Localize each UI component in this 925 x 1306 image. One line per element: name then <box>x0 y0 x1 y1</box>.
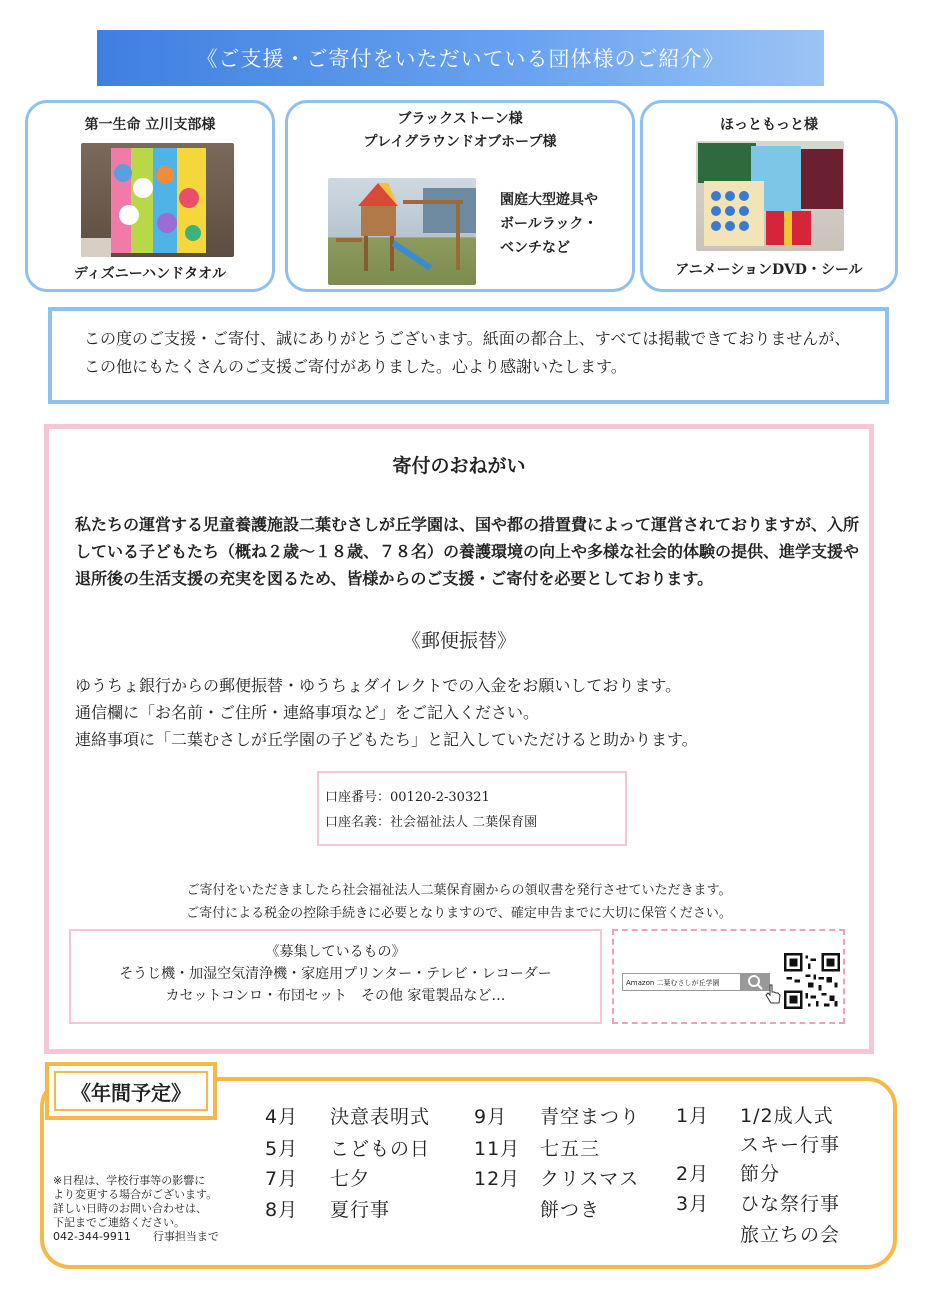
account-name: 口座名義：社会福祉法人 二葉保育園 <box>325 815 538 830</box>
playground-illustration <box>328 178 476 285</box>
schedule-title: 《年間予定》 <box>54 1071 208 1111</box>
event-month: 7月 <box>265 1168 299 1190</box>
event-name: 青空まつり <box>540 1106 641 1128</box>
account-number: 口座番号：00120-2-30321 <box>325 790 490 805</box>
schedule-title-tab <box>45 1062 217 1120</box>
amazon-search-text: Amazon 二葉むさしが丘学園 <box>626 979 720 987</box>
postal-line: ゆうちょ銀行からの郵便振替・ゆうちょダイレクトでの入金をお願いしております。 <box>75 676 682 695</box>
page-title: 《ご支援・ご寄付をいただいている団体様のご紹介》 <box>196 47 725 71</box>
thanks-box <box>48 307 889 404</box>
event-name: スキー行事 <box>740 1134 841 1156</box>
event-name: クリスマス <box>540 1168 640 1190</box>
thanks-text: この度のご支援・ご寄付、誠にありがとうございます。紙面の都合上、すべては掲載できておりませんが、この他にもたくさんのご支援ご寄付がありました。心より感謝いたします。 <box>84 329 851 376</box>
qr-code-icon <box>784 953 840 1009</box>
note-line: 詳しい日時のお問い合わせは、 <box>53 1202 207 1215</box>
event-month: 3月 <box>676 1193 710 1215</box>
towel-illustration <box>81 143 234 257</box>
donor-card-blackstone <box>285 100 635 292</box>
request-body: 私たちの運営する児童養護施設二葉むさしが丘学園は、国や都の措置費によって運営されておりますが、入所している子どもたち（概ね２歳～１８歳、７８名）の養護環境の向上や多様な社会的体験の提供、進学支援や退所後の生活支援の充実を図るため、皆様からのご支援・ご寄付を必要としております。 <box>75 515 860 588</box>
amazon-wishlist-box <box>612 929 845 1024</box>
donor-name-line1: ブラックストーン様 <box>397 111 523 127</box>
donor-item: アニメーションDVD・シール <box>675 262 863 278</box>
donor-item-block <box>500 188 620 260</box>
donor-card-hottomotto <box>640 100 898 292</box>
event-month: 1月 <box>676 1105 710 1127</box>
event-name: 決意表明式 <box>330 1106 431 1128</box>
event-month: 9月 <box>474 1106 508 1128</box>
event-name: 餅つき <box>540 1199 601 1221</box>
note-line: より変更する場合がございます。 <box>53 1188 218 1201</box>
receipt-line: ご寄付をいただきましたら社会福祉法人二葉保育園からの領収書を発行させていただきます。 <box>186 883 732 898</box>
donor-item-line2: ボールラック・ <box>500 216 598 232</box>
event-name: 七五三 <box>540 1138 601 1160</box>
event-month: 2月 <box>676 1163 710 1185</box>
event-month: 8月 <box>265 1199 299 1221</box>
receipt-note <box>49 879 869 925</box>
request-title: 寄付のおねがい <box>392 455 526 477</box>
event-name: 夏行事 <box>330 1199 391 1221</box>
event-name: 1/2成人式 <box>740 1105 834 1127</box>
donor-name: ほっともっと様 <box>720 117 818 133</box>
event-month: 5月 <box>265 1138 299 1160</box>
donor-item-line3: ベンチなど <box>500 240 570 256</box>
donor-card-dai-ichi <box>25 100 275 292</box>
wanted-line: カセットコンロ・布団セット その他 家電製品など… <box>165 988 506 1004</box>
event-month: 4月 <box>265 1106 299 1128</box>
event-name: 旅立ちの会 <box>740 1224 841 1246</box>
wanted-items-box <box>69 929 602 1024</box>
wanted-title: 《募集しているもの》 <box>265 944 406 960</box>
receipt-line: ご寄付による税金の控除手続きに必要となりますので、確定申告までに大切に保管ください。 <box>186 906 732 921</box>
account-info-box <box>317 771 627 846</box>
wanted-line: そうじ機・加湿空気清浄機・家庭用プリンター・テレビ・レコーダー <box>119 966 552 982</box>
schedule-note <box>53 1174 253 1244</box>
event-name: こどもの日 <box>330 1138 431 1160</box>
playground-photo <box>328 178 476 285</box>
event-name: 節分 <box>740 1163 781 1185</box>
postal-transfer-title: 《郵便振替》 <box>401 630 516 652</box>
donor-item: ディズニーハンドタオル <box>73 266 227 282</box>
towel-photo <box>81 143 234 257</box>
postal-line: 連絡事項に「二葉むさしが丘学園の子どもたち」と記入していただけると助かります。 <box>75 730 698 749</box>
dvd-illustration <box>696 141 844 251</box>
donor-name-line2: プレイグラウンドオブホープ様 <box>363 134 557 150</box>
donation-request-box <box>44 424 874 1054</box>
donor-name: 第一生命 立川支部様 <box>84 117 216 133</box>
note-line: 042-344-9911 行事担当まで <box>53 1230 219 1243</box>
postal-instructions <box>75 672 865 753</box>
event-month: 12月 <box>474 1168 521 1190</box>
page-title-banner <box>97 30 824 86</box>
hand-cursor-icon <box>764 983 782 1005</box>
event-name: 七夕 <box>330 1168 371 1190</box>
event-name: ひな祭行事 <box>740 1193 841 1215</box>
event-month: 11月 <box>474 1138 521 1160</box>
note-line: ※日程は、学校行事等の影響に <box>53 1174 206 1187</box>
note-line: 下記までご連絡ください。 <box>53 1216 185 1229</box>
dvd-photo <box>696 141 844 251</box>
donor-item-line1: 園庭大型遊具や <box>500 192 598 208</box>
postal-line: 通信欄に「お名前・ご住所・連絡事項など」をご記入ください。 <box>75 703 540 722</box>
